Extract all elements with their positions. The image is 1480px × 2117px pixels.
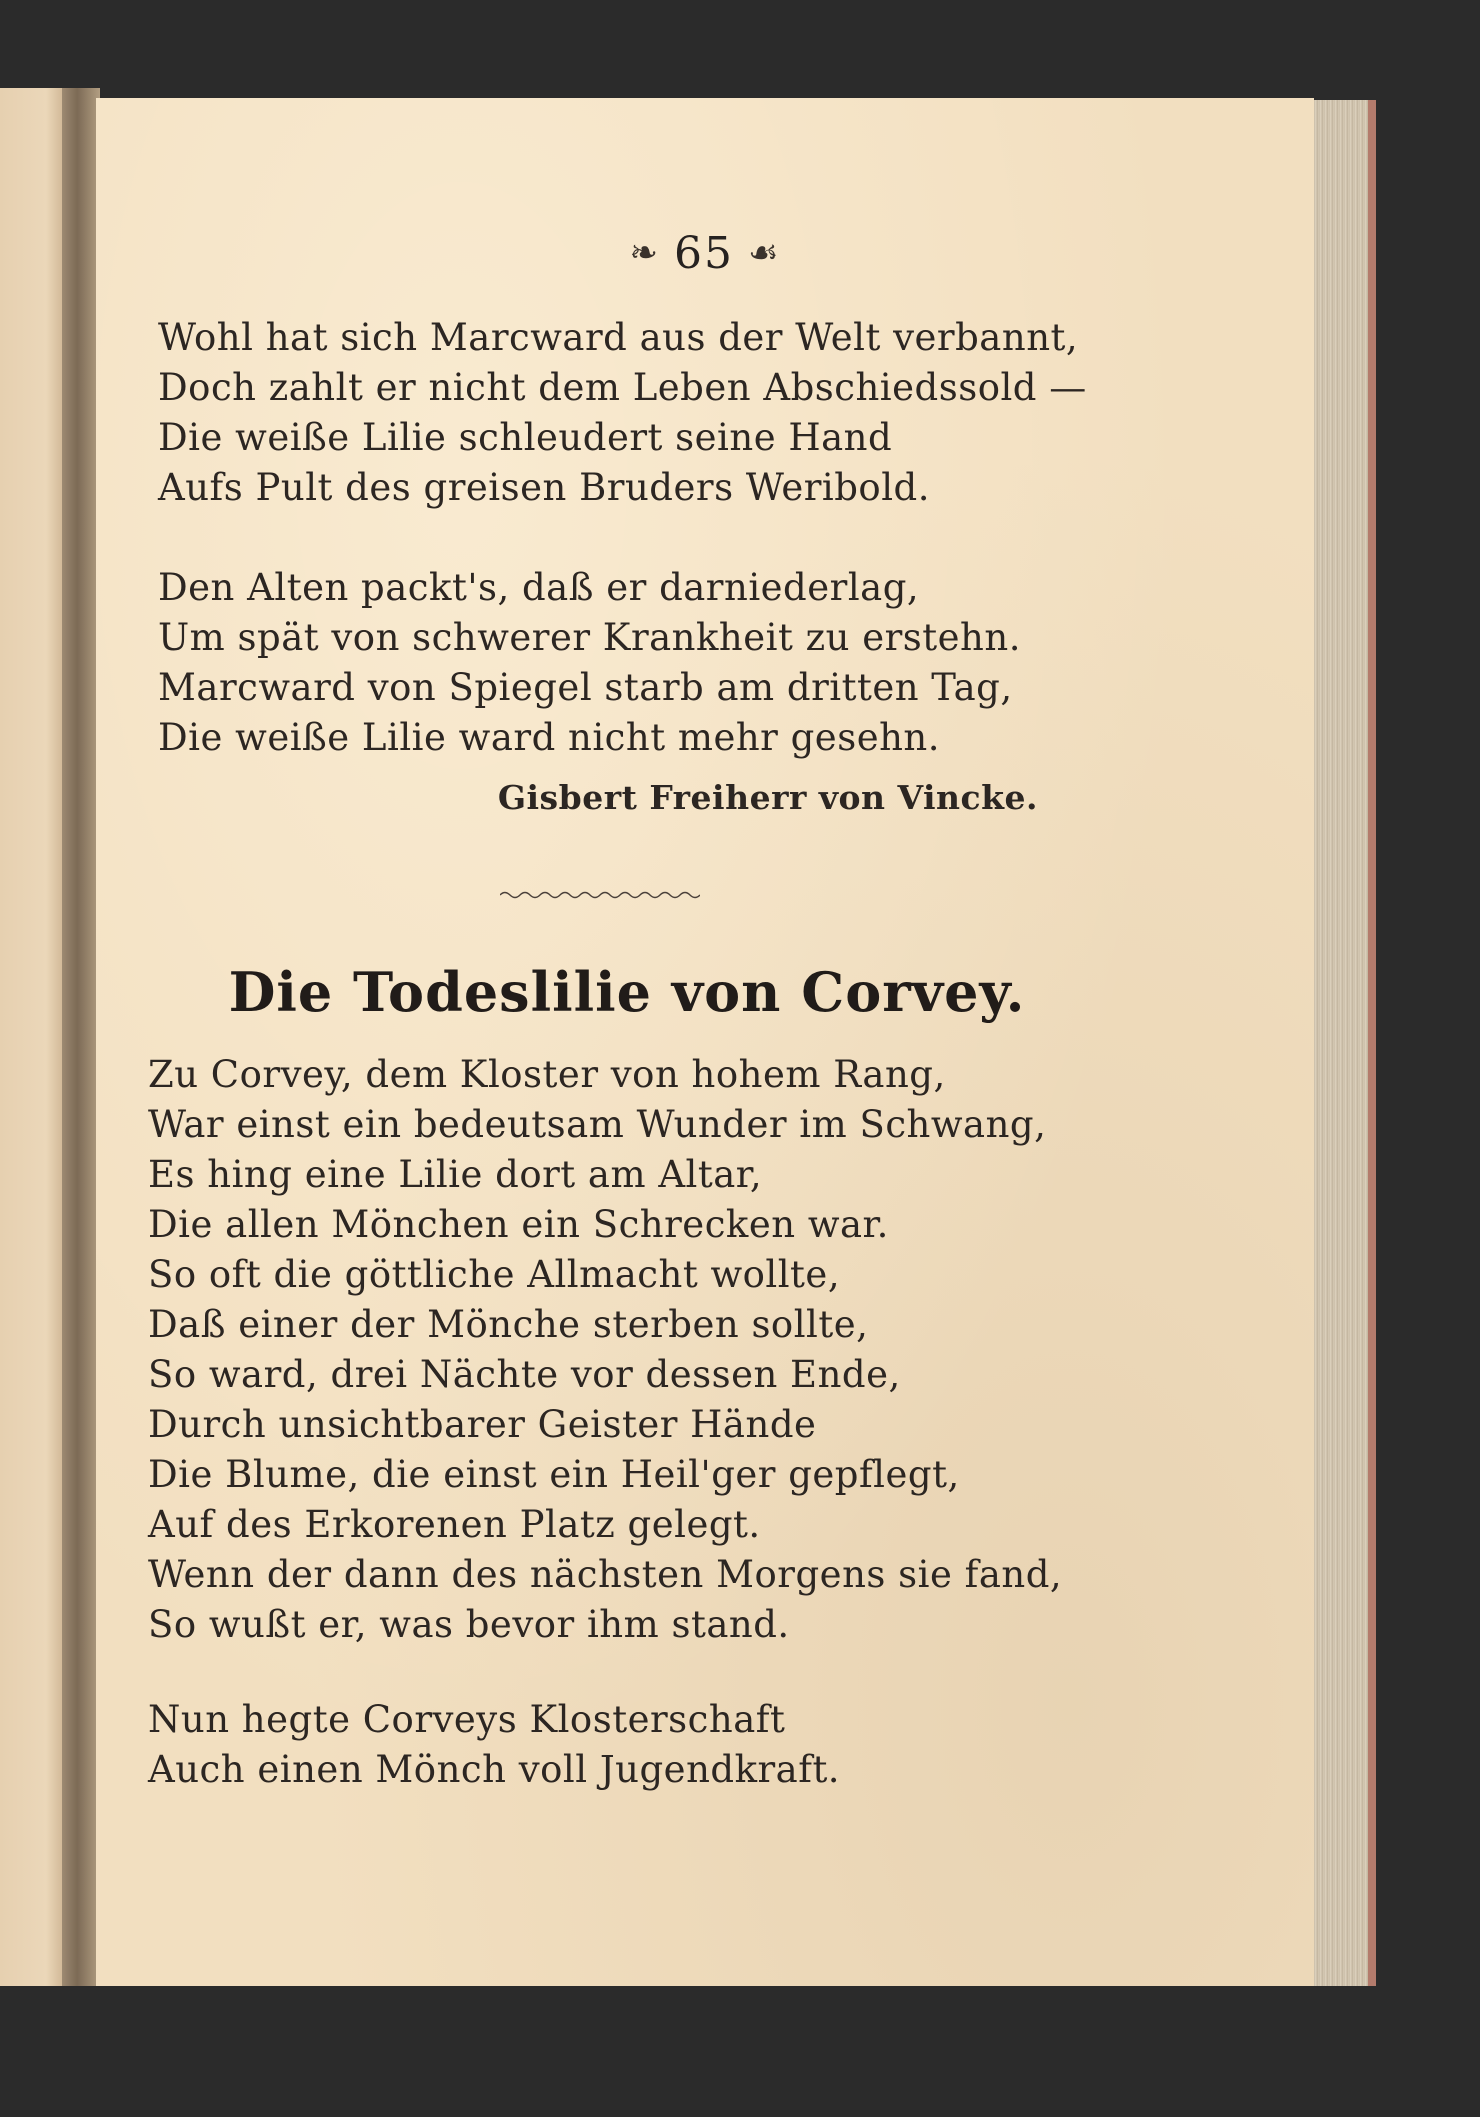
verse-line: Aufs Pult des greisen Bruders Weribold. bbox=[158, 466, 930, 509]
verse-line: Die weiße Lilie ward nicht mehr gesehn. bbox=[158, 716, 941, 759]
ornament-right-icon: ☙ bbox=[748, 233, 781, 273]
verse-line: Zu Corvey, dem Kloster von hohem Rang, bbox=[148, 1053, 946, 1096]
verse-line: Wohl hat sich Marcward aus der Welt verbannt, bbox=[158, 316, 1079, 359]
book-cover-edge bbox=[1368, 100, 1376, 1986]
verse-line: Es hing eine Lilie dort am Altar, bbox=[148, 1153, 763, 1196]
verse-line: Nun hegte Corveys Klosterschaft bbox=[148, 1698, 786, 1741]
page-header bbox=[96, 228, 1314, 279]
book-gutter bbox=[62, 88, 100, 1986]
verse-line: Marcward von Spiegel starb am dritten Tag, bbox=[158, 666, 1013, 709]
verse-line: Um spät von schwerer Krankheit zu erstehn. bbox=[158, 616, 1021, 659]
poem-title: Die Todeslilie von Corvey. bbox=[228, 960, 1026, 1024]
verse-line: Die allen Mönchen ein Schrecken war. bbox=[148, 1203, 889, 1246]
page-stack-edge bbox=[1314, 100, 1368, 1986]
page-number: 65 bbox=[674, 228, 734, 279]
ornament-left-icon: ❧ bbox=[629, 233, 660, 273]
left-page-edge bbox=[0, 88, 66, 1986]
verse-line: Die Blume, die einst ein Heil'ger gepflegt, bbox=[148, 1453, 960, 1496]
verse-line: Die weiße Lilie schleudert seine Hand bbox=[158, 416, 893, 459]
verse-line: Den Alten packt's, daß er darniederlag, bbox=[158, 566, 920, 609]
page-content bbox=[96, 98, 1314, 1986]
verse-line: War einst ein bedeutsam Wunder im Schwang, bbox=[148, 1103, 1047, 1146]
verse-line: Durch unsichtbarer Geister Hände bbox=[148, 1403, 817, 1446]
verse-line: So oft die göttliche Allmacht wollte, bbox=[148, 1253, 841, 1296]
verse-line: So wußt er, was bevor ihm stand. bbox=[148, 1603, 790, 1646]
verse-line: Auf des Erkorenen Platz gelegt. bbox=[148, 1503, 761, 1546]
author-signature: Gisbert Freiherr von Vincke. bbox=[497, 778, 1038, 817]
verse-line: Daß einer der Mönche sterben sollte, bbox=[148, 1303, 869, 1346]
wavy-divider bbox=[500, 888, 700, 902]
verse-line: Doch zahlt er nicht dem Leben Abschiedssold — bbox=[158, 366, 1087, 409]
verse-line: So ward, drei Nächte vor dessen Ende, bbox=[148, 1353, 901, 1396]
verse-line: Auch einen Mönch voll Jugendkraft. bbox=[148, 1748, 841, 1791]
verse-line: Wenn der dann des nächsten Morgens sie fand, bbox=[148, 1553, 1063, 1596]
